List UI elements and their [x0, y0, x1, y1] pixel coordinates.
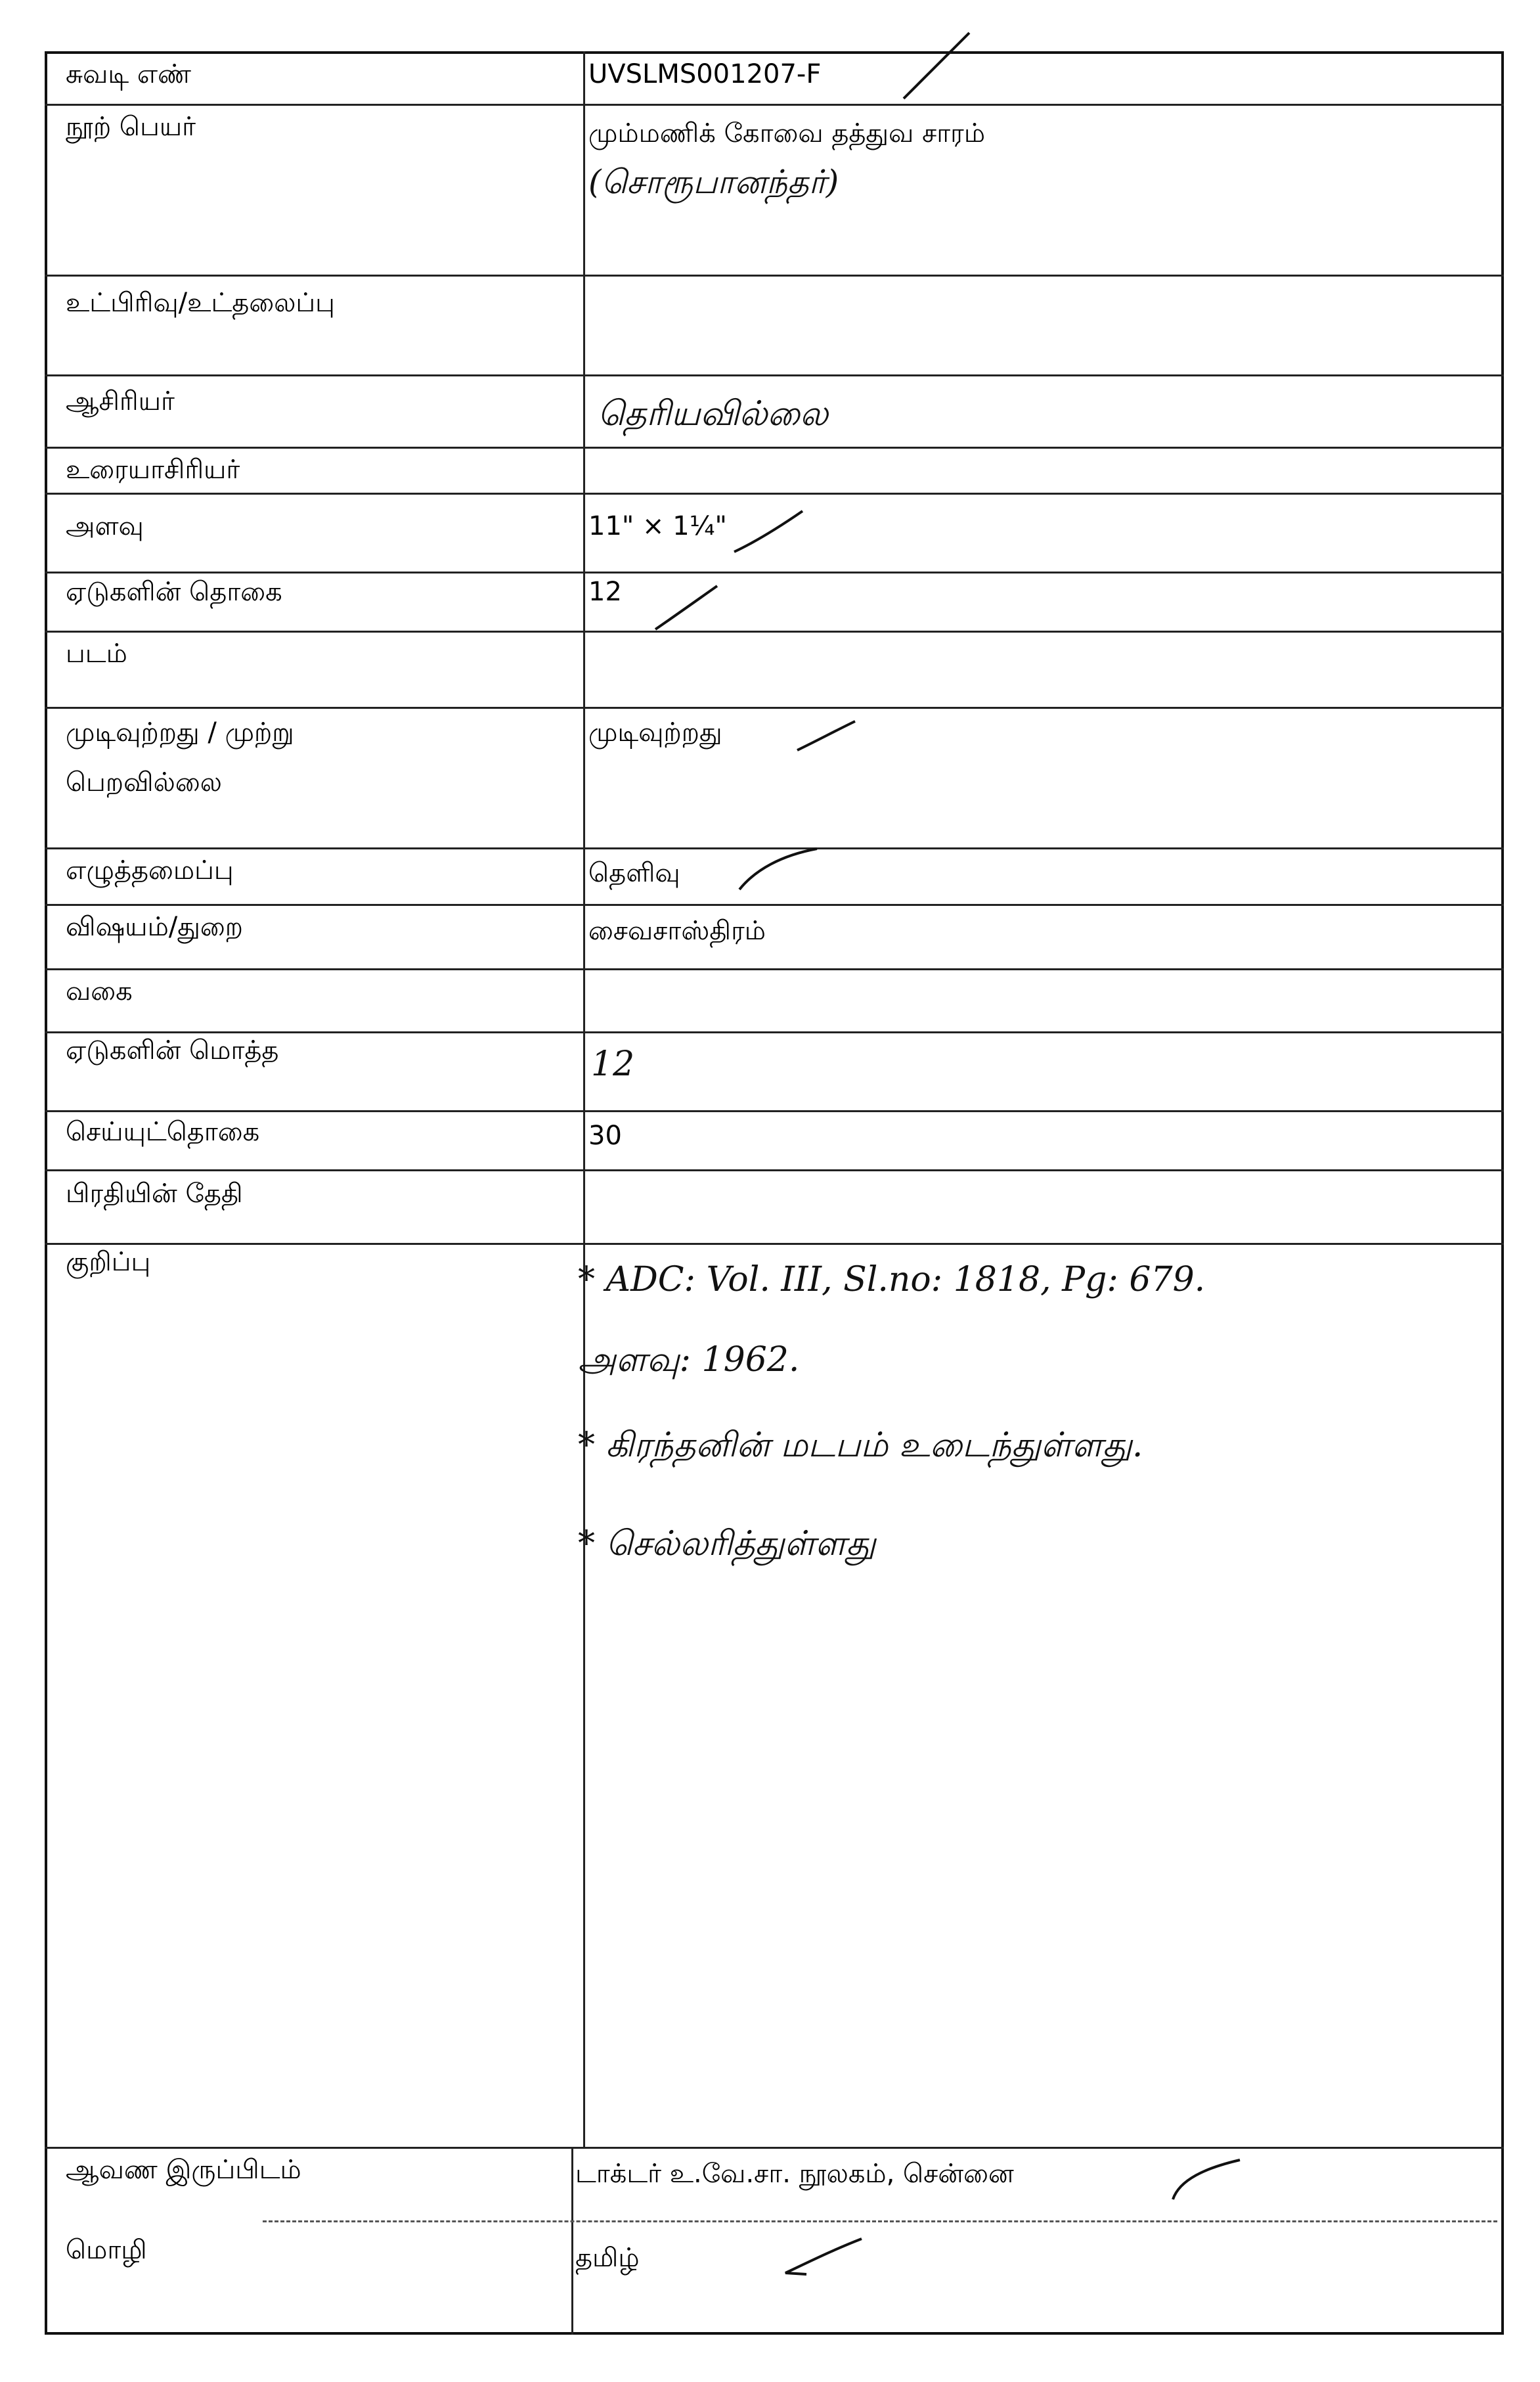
check-mark-icon	[780, 2234, 866, 2286]
value-language: தமிழ்	[575, 2243, 640, 2273]
check-mark-icon	[736, 843, 821, 896]
column-divider	[583, 51, 585, 2147]
label-subtitle: உட்பிரிவு/உட்தலைப்பு	[66, 288, 335, 318]
row-line	[45, 1169, 1504, 1171]
check-mark-icon	[897, 26, 976, 105]
label-repository: ஆவண இருப்பிடம்	[66, 2155, 301, 2185]
value-verse-count: 30	[588, 1121, 622, 1151]
handwritten-total-leaves: 12	[591, 1045, 635, 1084]
row-line	[45, 904, 1504, 906]
label-author: ஆசிரியர்	[66, 386, 175, 416]
label-commentator: உரையாசிரியர்	[66, 455, 240, 485]
check-mark-icon	[1166, 2153, 1245, 2206]
label-verse-count: செய்யுட்தொகை	[66, 1117, 260, 1147]
value-script: தெளிவு	[588, 858, 680, 888]
row-line	[45, 374, 1504, 376]
handwritten-remark-3: * கிரந்தனின் மடபம் உடைந்துள்ளது.	[578, 1426, 1143, 1465]
label-size: அளவு	[66, 511, 144, 541]
value-leaf-count: 12	[588, 577, 622, 607]
value-title: மும்மணிக் கோவை தத்துவ சாரம்	[588, 118, 986, 148]
handwritten-remark-4: * செல்லரித்துள்ளது	[578, 1524, 876, 1563]
label-copy-date: பிரதியின் தேதி	[66, 1179, 243, 1209]
handwritten-title-note: (சொரூபானந்தர்)	[588, 163, 839, 201]
value-completion: முடிவுற்றது	[588, 717, 722, 748]
label-total-leaves: ஏடுகளின் மொத்த	[66, 1035, 279, 1066]
handwritten-remark-1: * ADC: Vol. III, Sl.no: 1818, Pg: 679.	[578, 1260, 1206, 1299]
row-line	[45, 631, 1504, 633]
value-manuscript-number: UVSLMS001207-F	[588, 59, 822, 89]
row-line	[45, 447, 1504, 449]
label-category: வகை	[66, 976, 133, 1006]
check-mark-icon	[650, 582, 722, 635]
handwritten-remark-2: அளவு: 1962.	[578, 1340, 800, 1380]
row-line	[45, 1031, 1504, 1033]
row-line	[45, 707, 1504, 709]
row-line	[45, 1243, 1504, 1245]
row-line	[45, 572, 1504, 573]
row-line	[45, 104, 1504, 106]
label-manuscript-number: சுவடி எண்	[66, 59, 192, 89]
label-completion: முடிவுற்றது / முற்று	[66, 717, 294, 748]
dashed-rule	[263, 2220, 1497, 2222]
row-line	[45, 493, 1504, 495]
label-language: மொழி	[66, 2235, 147, 2265]
label-remarks: குறிப்பு	[66, 1247, 151, 1277]
label-script: எழுத்தமைப்பு	[66, 855, 234, 886]
label-leaf-count: ஏடுகளின் தொகை	[66, 577, 282, 607]
column-divider-lower	[571, 2147, 573, 2335]
label-title: நூற் பெயர்	[66, 112, 196, 142]
row-line	[45, 1110, 1504, 1112]
label-picture: படம்	[66, 639, 127, 669]
check-mark-icon	[793, 716, 859, 755]
row-line	[45, 968, 1504, 970]
value-repository: டாக்டர் உ.வே.சா. நூலகம், சென்னை	[575, 2159, 1014, 2189]
check-mark-icon	[729, 506, 808, 558]
value-subject: சைவசாஸ்திரம்	[588, 916, 766, 946]
row-line	[45, 2147, 1504, 2149]
label-subject: விஷயம்/துறை	[66, 912, 243, 942]
value-size: 11" × 1¼"	[588, 511, 727, 541]
label-completion-line2: பெறவில்லை	[66, 767, 222, 798]
row-line	[45, 275, 1504, 277]
handwritten-author: தெரியவில்லை	[598, 394, 829, 434]
